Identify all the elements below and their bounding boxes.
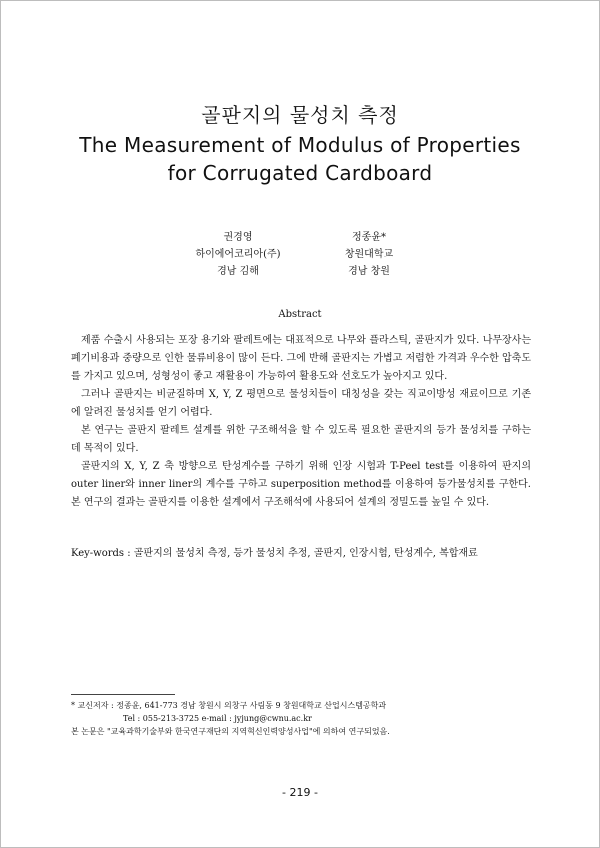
author-block-1 <box>173 229 303 280</box>
author-name: 정종윤* <box>352 232 386 243</box>
keywords: Key-words : 골판지의 물성치 측정, 등가 물성치 추정, 골판지, 인장시험, 탄성계수, 복합재료 <box>71 548 478 559</box>
abstract-paragraph: 그러나 골판지는 비균질하며 X, Y, Z 평면으로 물성치들이 대칭성을 갖는 직교이방성 재료이므로 기존에 알려진 물성치를 얻기 어렵다. <box>71 389 531 418</box>
abstract-paragraph: 제품 수출시 사용되는 포장 용기와 팔레트에는 대표적으로 나무와 플라스틱, 골판지가 있다. 나무장사는 폐기비용과 중량으로 인한 물류비용이 많이 든다. 그에 반해 골판지는 가볍고 저렴한 가격과 우수한 압축도를 가지고 있으며, 성형성이 좋고 재활용이 가능하여 활용도와 선호도가 높아지고 있다. <box>71 335 531 382</box>
title-english-line2: for Corrugated Cardboard <box>167 161 433 185</box>
abstract-paragraph: 골판지의 X, Y, Z 축 방향으로 탄성계수를 구하기 위해 인장 시험과 T-Peel test를 이용하여 판지의 outer liner와 inner liner의 계수를 구하고 superposition method를 이용하여 등가물성치를 구한다. 본 연구의 결과는 골판지를 이용한 설계에서 구조해석에 사용되어 설계의 정밀도를 높일 수 있다. <box>71 461 531 508</box>
title-english <box>1 131 599 187</box>
author-name: 권경영 <box>223 232 253 243</box>
author-location: 경남 김해 <box>217 266 259 277</box>
abstract-body <box>71 332 531 512</box>
author-location: 경남 창원 <box>348 266 390 277</box>
title-english-line1: The Measurement of Modulus of Properties <box>79 133 521 157</box>
footnote-funding: 본 논문은 "교육과학기술부와 한국연구재단의 지역혁신인력양성사업"에 의하여 연구되었음. <box>71 727 390 736</box>
title-korean: 골판지의 물성치 측정 <box>201 103 399 127</box>
footnote <box>71 699 541 738</box>
footnote-corresponding-author: * 교신저자 : 정종윤, 641-773 경남 창원시 의창구 사림동 9 창원대학교 산업시스템공학과 <box>71 701 387 710</box>
abstract-paragraph: 본 연구는 골판지 팔레트 설계를 위한 구조해석을 할 수 있도록 필요한 골판지의 등가 물성치를 구하는데 목적이 있다. <box>71 425 531 454</box>
footnote-divider <box>71 694 175 695</box>
page-number: - 219 - <box>282 786 318 799</box>
footnote-contact: Tel : 055-213-3725 e-mail : jyjung@cwnu.ac.kr <box>123 714 312 723</box>
abstract-heading: Abstract <box>278 309 322 320</box>
author-block-2 <box>304 229 434 280</box>
author-affiliation: 창원대학교 <box>344 249 394 260</box>
author-affiliation: 하이에어코리아(주) <box>195 249 281 260</box>
